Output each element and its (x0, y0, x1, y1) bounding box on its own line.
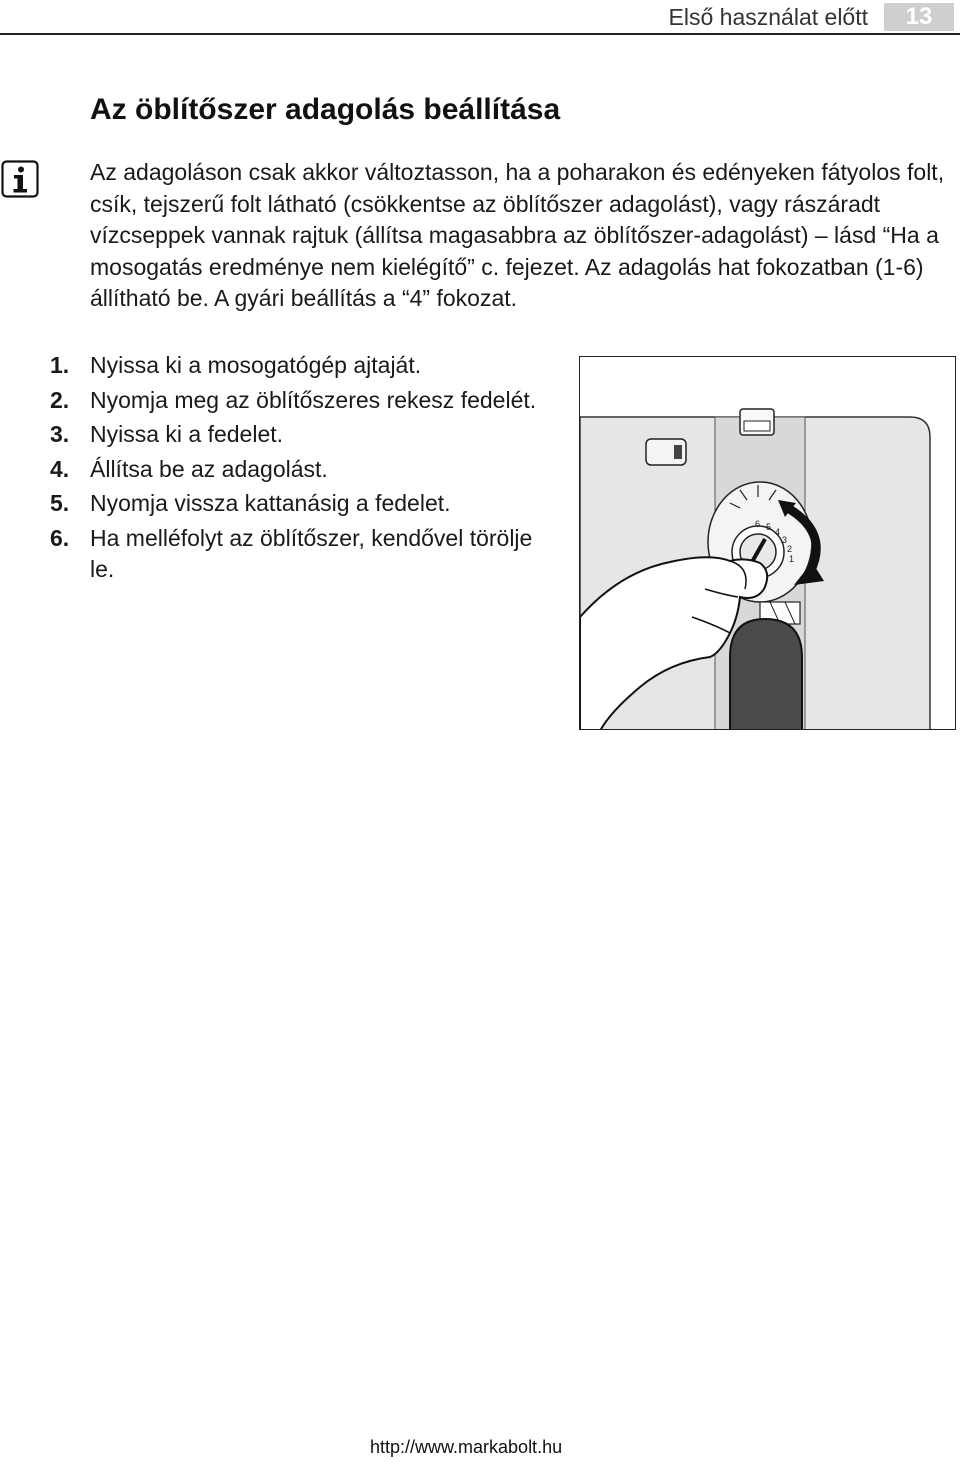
scale-label: 3 (782, 535, 788, 545)
dispenser-opening (730, 619, 802, 730)
step-text: Nyissa ki a mosogatógép ajtaját. (90, 352, 422, 378)
step-text: Nyomja meg az öblítőszeres rekesz fedelét. (90, 386, 537, 413)
scale-label: 6 (755, 519, 761, 529)
scale-label: 4 (775, 527, 781, 537)
step-number: 6. (50, 524, 70, 551)
scale-label: 1 (789, 554, 795, 564)
step-text: Ha melléfolyt az öblítőszer, kendővel törölje le. (90, 524, 533, 582)
step-text: Állítsa be az adagolást. (90, 455, 328, 482)
step-number: 5. (50, 490, 70, 516)
step-text: Nyissa ki a fedelet. (90, 421, 284, 447)
header-divider (0, 33, 960, 35)
footer-url: http://www.markabolt.hu (370, 1437, 563, 1457)
step-text: Nyomja vissza kattanásig a fedelet. (90, 490, 451, 516)
steps-list (50, 350, 550, 589)
step-number: 2. (50, 386, 70, 413)
info-icon (1, 160, 39, 198)
dispenser-drawing (580, 357, 956, 730)
page-number: 13 (884, 3, 954, 31)
step-number: 3. (50, 421, 70, 447)
list-item (50, 523, 550, 586)
list-item (50, 419, 550, 451)
list-item (50, 454, 550, 486)
scale-label: 2 (787, 544, 793, 554)
section-title: Az öblítőszer adagolás beállítása (90, 93, 561, 126)
step-number: 4. (50, 455, 70, 482)
list-item (50, 350, 550, 382)
list-item (50, 488, 550, 520)
chapter-title: Első használat előtt (668, 4, 868, 30)
step-number: 1. (50, 352, 70, 378)
list-item (50, 385, 550, 417)
dispenser-illustration (579, 356, 956, 730)
intro-paragraph: Az adagoláson csak akkor változtasson, ha a poharakon és edényeken fátyolos folt, csík, tejszerű folt látható (csökkentse az öblítőszer adagolást), vagy rászáradt vízcseppek vannak rajtuk (állítsa magasabbra az öblítőszer-adagolást) – lásd “Ha a mosogatás eredménye nem kielégítő” c. fejezet. Az adagolás hat fokozatban (1-6) állítható be. A gyári beállítás a “4” fokozat. (90, 159, 945, 311)
scale-label: 5 (766, 522, 772, 532)
